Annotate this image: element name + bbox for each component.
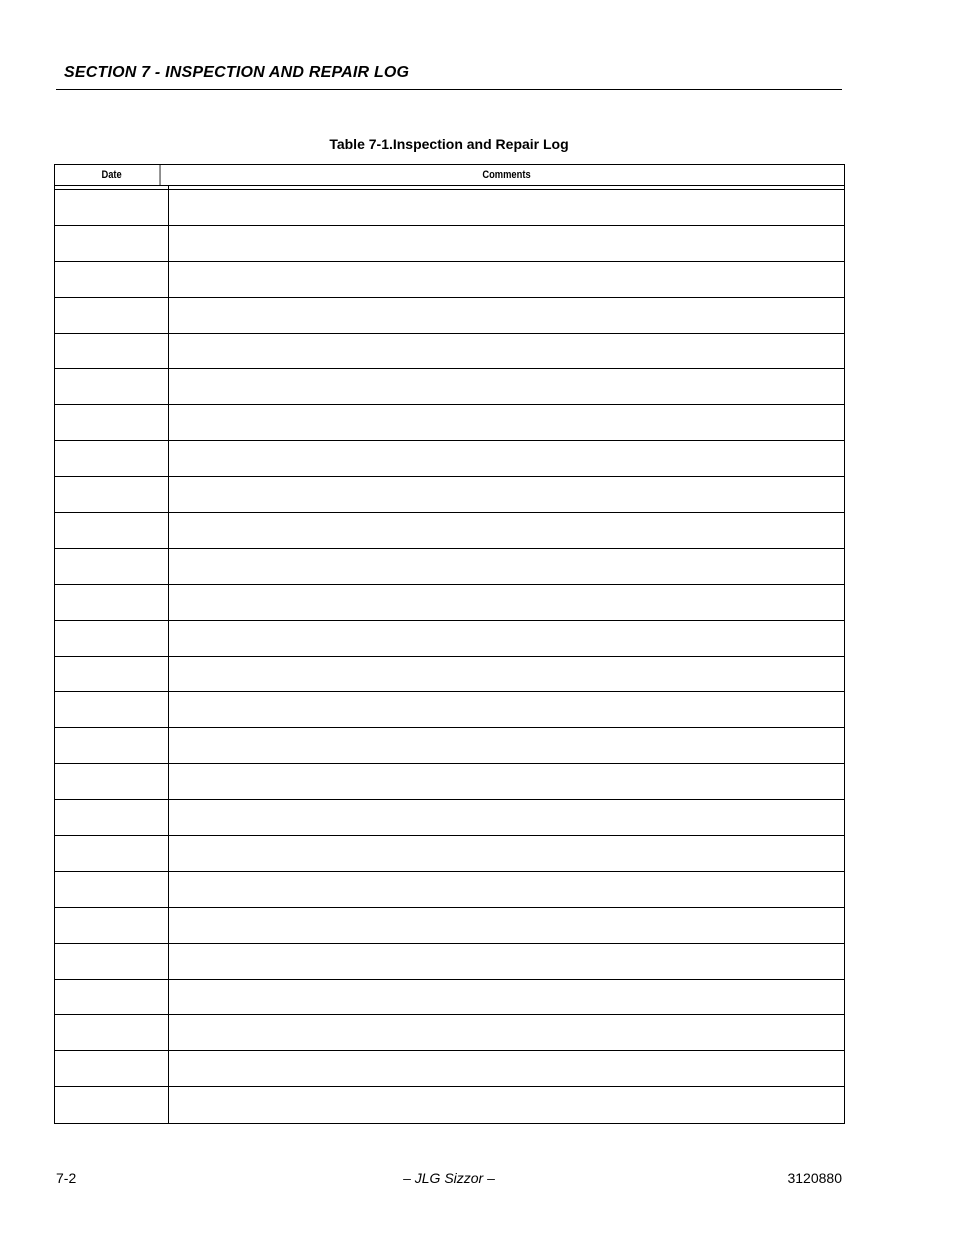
comments-cell[interactable] bbox=[169, 585, 844, 620]
date-cell[interactable] bbox=[55, 908, 169, 943]
inspection-repair-log-table bbox=[54, 164, 845, 1124]
date-cell[interactable] bbox=[55, 549, 169, 584]
date-cell[interactable] bbox=[55, 764, 169, 799]
date-cell[interactable] bbox=[55, 980, 169, 1015]
date-cell[interactable] bbox=[55, 692, 169, 727]
header-divider bbox=[56, 89, 842, 90]
comments-cell[interactable] bbox=[169, 405, 844, 440]
page-number: 7-2 bbox=[56, 1170, 77, 1186]
date-cell[interactable] bbox=[55, 477, 169, 512]
table-header-row bbox=[55, 165, 844, 186]
comments-cell[interactable] bbox=[169, 836, 844, 871]
date-cell[interactable] bbox=[55, 621, 169, 656]
table-row bbox=[55, 980, 844, 1016]
comments-cell[interactable] bbox=[169, 513, 844, 548]
table-row bbox=[55, 262, 844, 298]
table-row bbox=[55, 298, 844, 334]
date-cell[interactable] bbox=[55, 226, 169, 261]
table-row bbox=[55, 1051, 844, 1087]
column-header-date: Date bbox=[64, 165, 161, 185]
comments-cell[interactable] bbox=[169, 764, 844, 799]
table-row bbox=[55, 800, 844, 836]
table-row bbox=[55, 764, 844, 800]
comments-cell[interactable] bbox=[169, 728, 844, 763]
date-cell[interactable] bbox=[55, 405, 169, 440]
table-row bbox=[55, 836, 844, 872]
date-cell[interactable] bbox=[55, 836, 169, 871]
comments-cell[interactable] bbox=[169, 980, 844, 1015]
table-body bbox=[55, 190, 844, 1123]
date-cell[interactable] bbox=[55, 585, 169, 620]
comments-cell[interactable] bbox=[169, 226, 844, 261]
table-row bbox=[55, 621, 844, 657]
comments-cell[interactable] bbox=[169, 621, 844, 656]
date-cell[interactable] bbox=[55, 369, 169, 404]
section-title: SECTION 7 - INSPECTION AND REPAIR LOG bbox=[64, 64, 410, 81]
table-row bbox=[55, 405, 844, 441]
date-cell[interactable] bbox=[55, 1051, 169, 1086]
comments-cell[interactable] bbox=[169, 692, 844, 727]
table-row bbox=[55, 226, 844, 262]
date-cell[interactable] bbox=[55, 513, 169, 548]
comments-cell[interactable] bbox=[169, 944, 844, 979]
comments-cell[interactable] bbox=[169, 1051, 844, 1086]
table-row bbox=[55, 872, 844, 908]
table-row bbox=[55, 657, 844, 693]
comments-cell[interactable] bbox=[169, 1087, 844, 1123]
date-cell[interactable] bbox=[55, 657, 169, 692]
table-row bbox=[55, 441, 844, 477]
comments-cell[interactable] bbox=[169, 369, 844, 404]
table-row bbox=[55, 728, 844, 764]
comments-cell[interactable] bbox=[169, 334, 844, 369]
comments-cell[interactable] bbox=[169, 1015, 844, 1050]
table-row bbox=[55, 692, 844, 728]
table-row bbox=[55, 190, 844, 226]
comments-cell[interactable] bbox=[169, 298, 844, 333]
table-row bbox=[55, 369, 844, 405]
table-caption: Table 7-1.Inspection and Repair Log bbox=[329, 136, 569, 152]
table-row bbox=[55, 477, 844, 513]
comments-cell[interactable] bbox=[169, 477, 844, 512]
date-cell[interactable] bbox=[55, 944, 169, 979]
date-cell[interactable] bbox=[55, 1087, 169, 1123]
table-row bbox=[55, 944, 844, 980]
date-cell[interactable] bbox=[55, 800, 169, 835]
date-cell[interactable] bbox=[55, 298, 169, 333]
date-cell[interactable] bbox=[55, 262, 169, 297]
table-row bbox=[55, 1015, 844, 1051]
document-number: 3120880 bbox=[787, 1170, 842, 1186]
date-cell[interactable] bbox=[55, 1015, 169, 1050]
table-row bbox=[55, 1087, 844, 1123]
column-header-comments: Comments bbox=[482, 169, 531, 181]
comments-cell[interactable] bbox=[169, 441, 844, 476]
date-cell[interactable] bbox=[55, 334, 169, 369]
comments-cell[interactable] bbox=[169, 908, 844, 943]
table-row bbox=[55, 549, 844, 585]
date-cell[interactable] bbox=[55, 872, 169, 907]
comments-cell[interactable] bbox=[169, 800, 844, 835]
comments-cell[interactable] bbox=[169, 549, 844, 584]
table-row bbox=[55, 513, 844, 549]
table-row bbox=[55, 334, 844, 370]
date-cell[interactable] bbox=[55, 728, 169, 763]
table-row bbox=[55, 908, 844, 944]
footer-title: – JLG Sizzor – bbox=[403, 1170, 495, 1186]
table-row bbox=[55, 585, 844, 621]
comments-cell[interactable] bbox=[169, 657, 844, 692]
comments-cell[interactable] bbox=[169, 190, 844, 225]
comments-cell[interactable] bbox=[169, 262, 844, 297]
comments-cell[interactable] bbox=[169, 872, 844, 907]
date-cell[interactable] bbox=[55, 441, 169, 476]
date-cell[interactable] bbox=[55, 190, 169, 225]
